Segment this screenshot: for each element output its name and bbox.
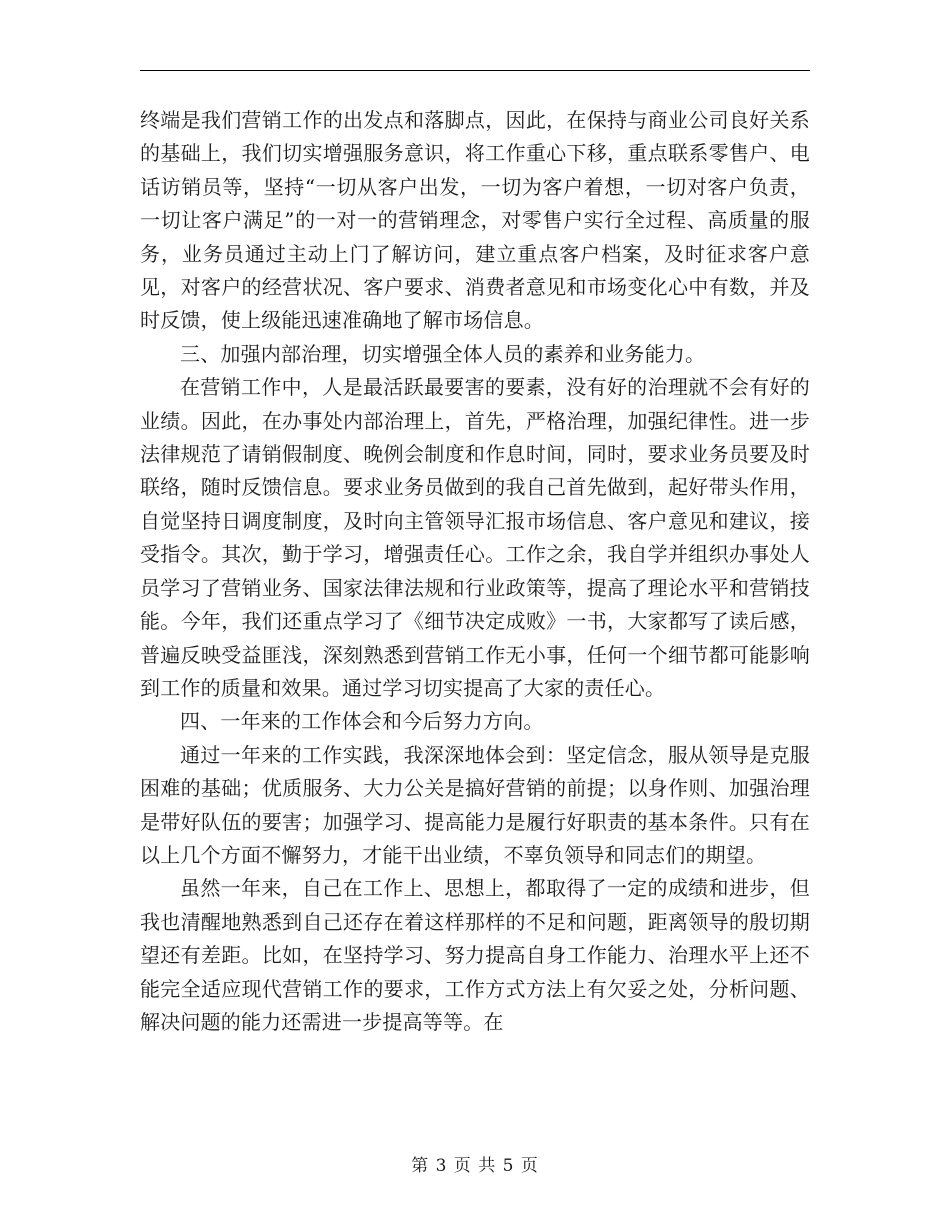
- heading-internal-management: 三、加强内部治理，切实增强全体人员的素养和业务能力。: [180, 341, 706, 366]
- heading-experience-and-direction: 四、一年来的工作体会和今后努力方向。: [180, 709, 544, 734]
- paragraph-experience: 通过一年来的工作实践，我深深地体会到：坚定信念，服从领导是克服困难的基础；优质服务、大力公关是搞好营销的前提；以身作则、加强治理是带好队伍的要害；加强学习、提高能力是履行好职责的基本条件。只有在以上几个方面不懈努力，才能干出业绩，不辜负领导和同志们的期望。: [140, 742, 810, 867]
- paragraph-shortcomings: 虽然一年来，自己在工作上、思想上，都取得了一定的成绩和进步，但我也清醒地熟悉到自己还存在着这样那样的不足和问题，距离领导的殷切期望还有差距。比如，在坚持学习、努力提高自身工作能力、治理水平上还不能完全适应现代营销工作的要求，工作方式方法上有欠妥之处，分析问题、解决问题的能力还需进一步提高等等。在: [140, 876, 810, 1034]
- page-number-footer: 第 3 页 共 5 页: [411, 1156, 539, 1176]
- paragraph-internal-management: 在营销工作中，人是最活跃最要害的要素，没有好的治理就不会有好的业绩。因此，在办事处内部治理上，首先，严格治理，加强纪律性。进一步法律规范了请销假制度、晚例会制度和作息时间，同时，要求业务员要及时联络，随时反馈信息。要求业务员做到的我自己首先做到，起好带头作用，自觉坚持日调度制度，及时向主管领导汇报市场信息、客户意见和建议，接受指令。其次，勤于学习，增强责任心。工作之余，我自学并组织办事处人员学习了营销业务、国家法律法规和行业政策等，提高了理论水平和营销技能。今年，我们还重点学习了《细节决定成败》一书，大家都写了读后感，普遍反映受益匪浅，深刻熟悉到营销工作无小事，任何一个细节都可能影响到工作的质量和效果。通过学习切实提高了大家的责任心。: [140, 375, 810, 700]
- paragraph-customer-service: 终端是我们营销工作的出发点和落脚点，因此，在保持与商业公司良好关系的基础上，我们切实增强服务意识，将工作重心下移，重点联系零售户、电话访销员等，坚持“一切从客户出发，一切为客户着想，一切对客户负责，一切让客户满足”的一对一的营销理念，对零售户实行全过程、高质量的服务，业务员通过主动上门了解访问，建立重点客户档案，及时征求客户意见，对客户的经营状况、客户要求、消费者意见和市场变化心中有数，并及时反馈，使上级能迅速准确地了解市场信息。: [140, 108, 810, 333]
- header-rule: [140, 70, 810, 71]
- document-body: [140, 104, 810, 1039]
